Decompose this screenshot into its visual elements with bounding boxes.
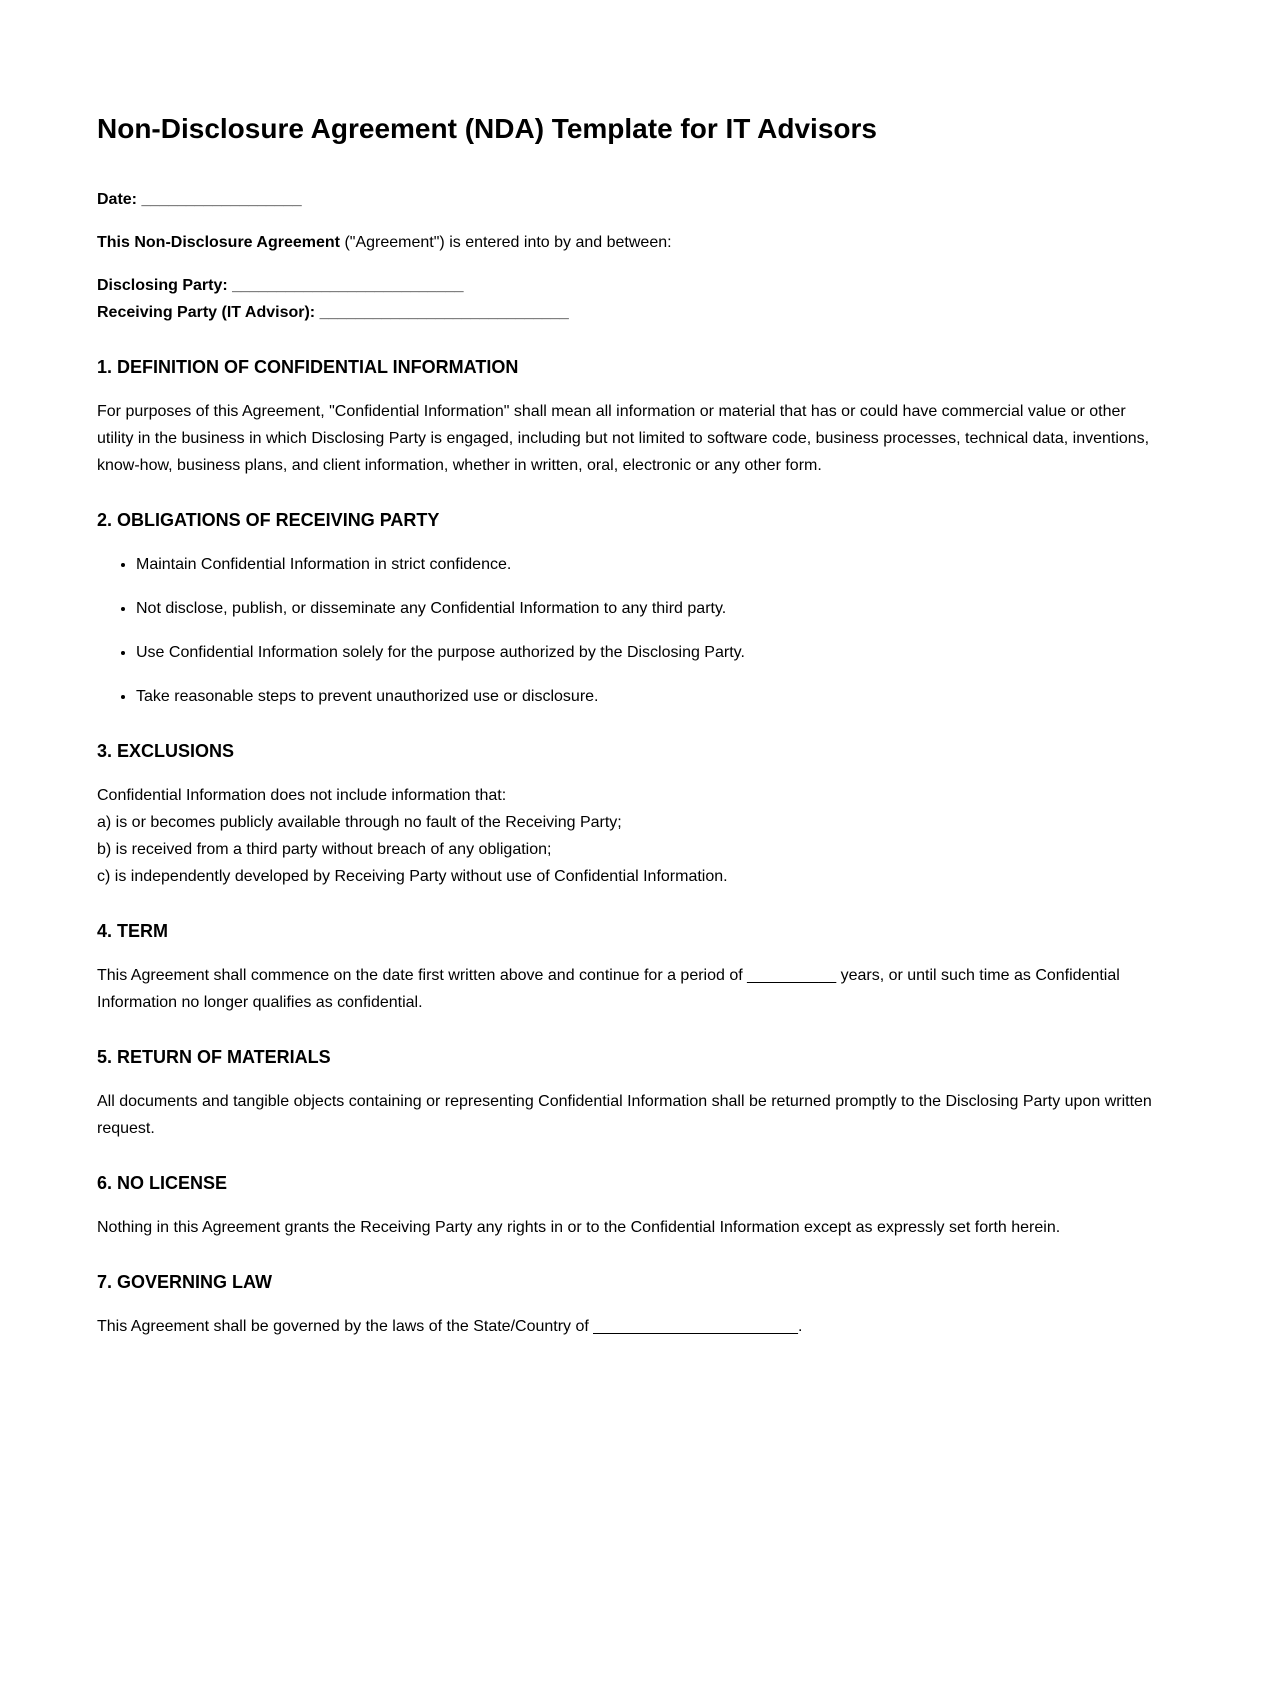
exclusion-item-b: b) is received from a third party without breach of any obligation; — [97, 841, 552, 858]
section-heading-exclusions: 3. EXCLUSIONS — [97, 741, 235, 761]
governing-law-text-before-blank: This Agreement shall be governed by the laws of the State/Country of — [97, 1318, 594, 1335]
term-text-before-blank: This Agreement shall commence on the date first written above and continue for a period of — [97, 967, 748, 984]
intro-rest-text: ("Agreement") is entered into by and between: — [340, 234, 672, 251]
section-heading-definition: 1. DEFINITION OF CONFIDENTIAL INFORMATION — [97, 357, 519, 377]
date-field-line — [97, 186, 1166, 213]
no-license-paragraph: Nothing in this Agreement grants the Receiving Party any rights in or to the Confidential Information except as expressly set forth herein. — [97, 1219, 1061, 1236]
section-heading-governing-law: 7. GOVERNING LAW — [97, 1272, 273, 1292]
exclusions-paragraph — [97, 782, 1166, 890]
intro-bold-text: This Non-Disclosure Agreement — [97, 234, 341, 251]
disclosing-party-blank-line: __________________________ — [232, 277, 464, 294]
term-paragraph — [97, 962, 1166, 1016]
page-title: Non-Disclosure Agreement (NDA) Template for IT Advisors — [97, 113, 877, 144]
section-heading-obligations: 2. OBLIGATIONS OF RECEIVING PARTY — [97, 510, 440, 530]
section-heading-return-of-materials: 5. RETURN OF MATERIALS — [97, 1047, 331, 1067]
parties-block — [97, 272, 1166, 326]
definition-paragraph: For purposes of this Agreement, "Confidential Information" shall mean all information or material that has or could have commercial value or other utility in the business in which Disclosing Party is engaged, including but not limited to software code, business processes, technical data, inventions, know-how, business plans, and client information, whether in written, oral, electronic or any other form. — [97, 403, 1150, 474]
governing-law-blank-line: _______________________ — [593, 1318, 798, 1335]
return-of-materials-paragraph: All documents and tangible objects containing or representing Confidential Information shall be returned promptly to the Disclosing Party upon written request. — [97, 1093, 1152, 1137]
obligation-item: • Use Confidential Information solely for the purpose authorized by the Disclosing Party. — [136, 639, 1166, 666]
disclosing-party-label: Disclosing Party: — [97, 277, 228, 294]
receiving-party-blank-line: ____________________________ — [319, 304, 569, 321]
date-label: Date: — [97, 191, 138, 208]
receiving-party-label: Receiving Party (IT Advisor): — [97, 304, 316, 321]
obligations-list — [97, 551, 1166, 710]
section-heading-no-license: 6. NO LICENSE — [97, 1173, 228, 1193]
section-heading-term: 4. TERM — [97, 921, 169, 941]
intro-paragraph — [97, 229, 1166, 256]
term-text-after-blank: years, or until such time as Confidential Information no longer qualifies as confidential. — [97, 967, 1120, 1011]
exclusion-item-c: c) is independently developed by Receiving Party without use of Confidential Information. — [97, 868, 728, 885]
exclusion-item-a: a) is or becomes publicly available through no fault of the Receiving Party; — [97, 814, 622, 831]
obligation-item: • Take reasonable steps to prevent unauthorized use or disclosure. — [136, 683, 1166, 710]
governing-law-text-after-blank: . — [797, 1318, 803, 1335]
exclusions-intro-line: Confidential Information does not include information that: — [97, 787, 507, 804]
governing-law-paragraph — [97, 1313, 1166, 1340]
obligation-item: • Maintain Confidential Information in strict confidence. — [136, 551, 1166, 578]
term-years-blank-line: __________ — [747, 967, 837, 984]
obligation-item: • Not disclose, publish, or disseminate any Confidential Information to any third party. — [136, 595, 1166, 622]
date-blank-line: __________________ — [141, 191, 302, 208]
